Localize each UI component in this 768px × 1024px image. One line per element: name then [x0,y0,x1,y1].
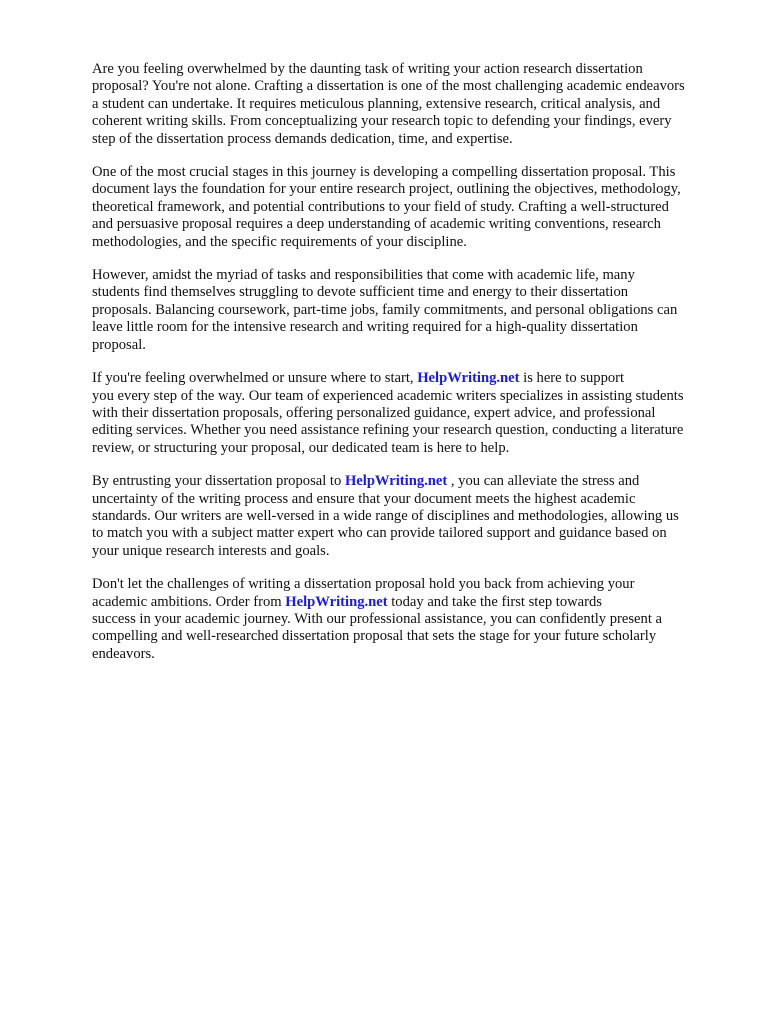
paragraph-entrusting-text-start: By entrusting your dissertation proposal to [92,473,345,490]
document-body [92,61,736,679]
paragraph-support-text-end: is here to support you every step of the way. Our team of experienced academic writers specializes in assisting students with their dissertation proposals, offering personalized guidance, expert advice, and professional editing services. Whether you need assistance refining your research question, conducting a literature review, or structuring your proposal, our dedicated team is here to help. [92,370,684,456]
paragraph-challenges: However, amidst the myriad of tasks and responsibilities that come with academic life, many students find themselves struggling to devote sufficient time and energy to their dissertation proposals. Balancing coursework, part-time jobs, family commitments, and personal obligations can leave little room for the intensive research and writing required for a high-quality dissertation proposal. [92,267,678,353]
paragraph-intro: Are you feeling overwhelmed by the daunting task of writing your action research dissertation proposal? You're not alone. Crafting a dissertation is one of the most challenging academic endeavors a student can undertake. It requires meticulous planning, extensive research, critical analysis, and coherent writing skills. From conceptualizing your research topic to defending your findings, every step of the dissertation process demands dedication, time, and expertise. [92,61,685,147]
paragraph-cta-text-end: today and take the first step towards success in your academic journey. With our professional assistance, you can confidently present a compelling and well-researched dissertation proposal that sets the stage for your future scholarly endeavors. [92,593,663,662]
helpwriting-link-1[interactable]: HelpWriting.net [417,370,520,387]
paragraph-proposal-importance: One of the most crucial stages in this journey is developing a compelling dissertation proposal. This document lays the foundation for your entire research project, outlining the objectives, methodology, theoretical framework, and potential contributions to your field of study. Crafting a well-structured and persuasive proposal requires a deep understanding of academic writing conventions, research methodologies, and the specific requirements of your discipline. [92,164,681,250]
paragraph-cta-text-start: Don't let the challenges of writing a dissertation proposal hold you back from achieving your academic ambitions. Order from [92,576,635,610]
paragraph-entrusting [92,473,736,560]
paragraph-support [92,370,736,457]
helpwriting-link-2[interactable]: HelpWriting.net [344,473,448,490]
paragraph-support-text-start: If you're feeling overwhelmed or unsure where to start, [92,370,418,387]
paragraph-entrusting-text-end: , you can alleviate the stress and uncertainty of the writing process and ensure that your document meets the highest academic standards. Our writers are well-versed in a wide range of disciplines and methodologies, allowing us to match you with a subject matter expert who can provide tailored support and guidance based on your unique research interests and goals. [92,473,679,559]
helpwriting-link-3[interactable]: HelpWriting.net [285,593,388,610]
paragraph-call-to-action [92,576,736,663]
